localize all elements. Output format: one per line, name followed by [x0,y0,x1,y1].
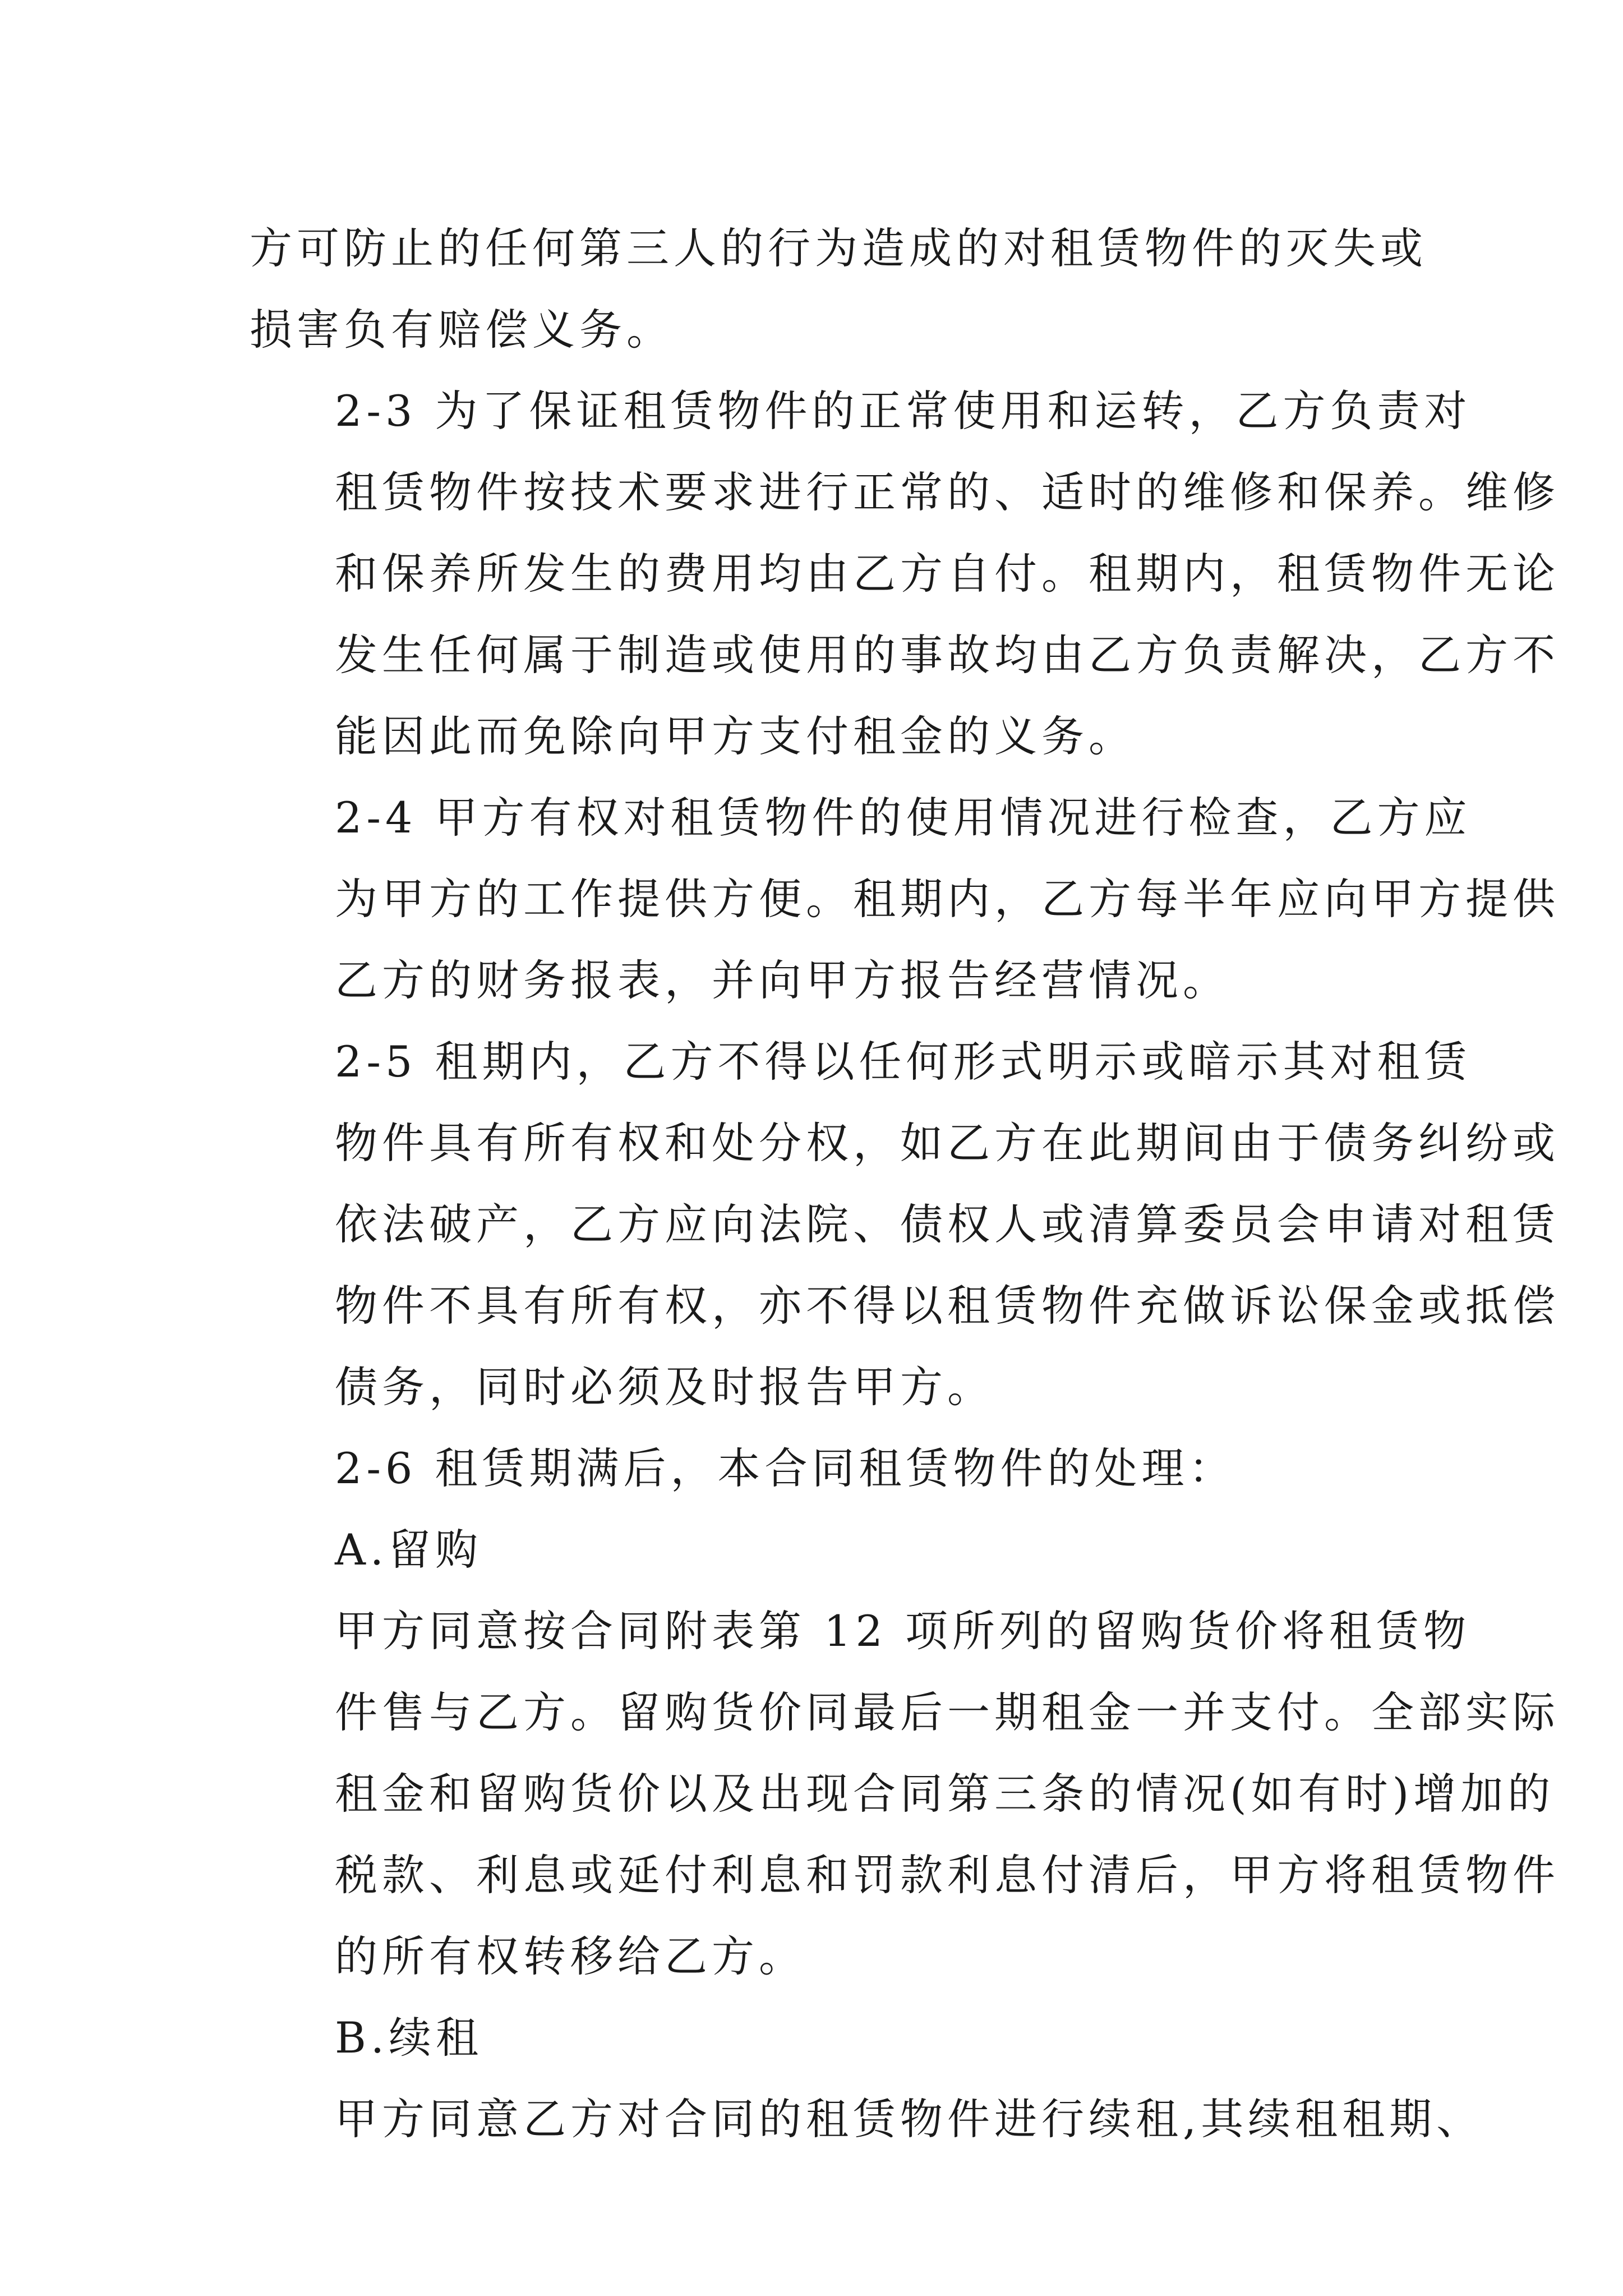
text-line: 方可防止的任何第三人的行为造成的对租赁物件的灭失或 [250,223,1427,273]
text-line: 发生任何属于制造或使用的事故均由乙方负责解决，乙方不 [335,630,1560,680]
text-line: 2-6 租赁期满后，本合同租赁物件的处理： [335,1443,1236,1493]
text-line: 损害负有赔偿义务。 [250,305,674,355]
text-line: 件售与乙方。留购货价同最后一期租金一并支付。全部实际 [335,1687,1560,1737]
text-line: 的所有权转移给乙方。 [335,1931,806,1981]
text-line: 甲方同意乙方对合同的租赁物件进行续租,其续租租期、 [335,2094,1484,2144]
text-line: A.留购 [335,1525,483,1575]
text-line: 租赁物件按技术要求进行正常的、适时的维修和保养。维修 [335,467,1560,517]
text-line: 2-4 甲方有权对租赁物件的使用情况进行检查，乙方应 [335,793,1472,843]
paragraph-continuation [250,208,1427,370]
subheading-option-a [250,1509,1377,1590]
paragraph-clause-2-4 [250,777,1560,1021]
paragraph-clause-2-3 [250,370,1560,777]
document-body [250,208,1560,2160]
paragraph-option-a-body [250,1590,1560,1997]
text-line: 债务，同时必须及时报告甲方。 [335,1362,994,1412]
text-line: 物件具有所有权和处分权，如乙方在此期间由于债务纠纷或 [335,1118,1560,1168]
subheading-option-b [250,1997,1377,2078]
text-line: B.续租 [335,2013,483,2063]
text-line: 乙方的财务报表，并向甲方报告经营情况。 [335,955,1230,1005]
paragraph-clause-2-6 [250,1428,1377,1509]
text-line: 依法破产，乙方应向法院、债权人或清算委员会申请对租赁 [335,1199,1560,1249]
text-line: 为甲方的工作提供方便。租期内，乙方每半年应向甲方提供 [335,874,1560,924]
text-line: 能因此而免除向甲方支付租金的义务。 [335,711,1136,761]
text-line: 和保养所发生的费用均由乙方自付。租期内，租赁物件无论 [335,549,1560,599]
text-line: 甲方同意按合同附表第 12 项所列的留购货价将租赁物 [335,1606,1471,1656]
text-line: 租金和留购货价以及出现合同第三条的情况(如有时)增加的 [335,1769,1555,1819]
text-line: 2-3 为了保证租赁物件的正常使用和运转，乙方负责对 [335,386,1472,436]
text-line: 2-5 租期内，乙方不得以任何形式明示或暗示其对租赁 [335,1037,1472,1087]
paragraph-option-b-body [250,2078,1484,2160]
paragraph-clause-2-5 [250,1021,1560,1428]
text-line: 税款、利息或延付利息和罚款利息付清后，甲方将租赁物件 [335,1850,1560,1900]
text-line: 物件不具有所有权，亦不得以租赁物件充做诉讼保金或抵偿 [335,1281,1560,1331]
